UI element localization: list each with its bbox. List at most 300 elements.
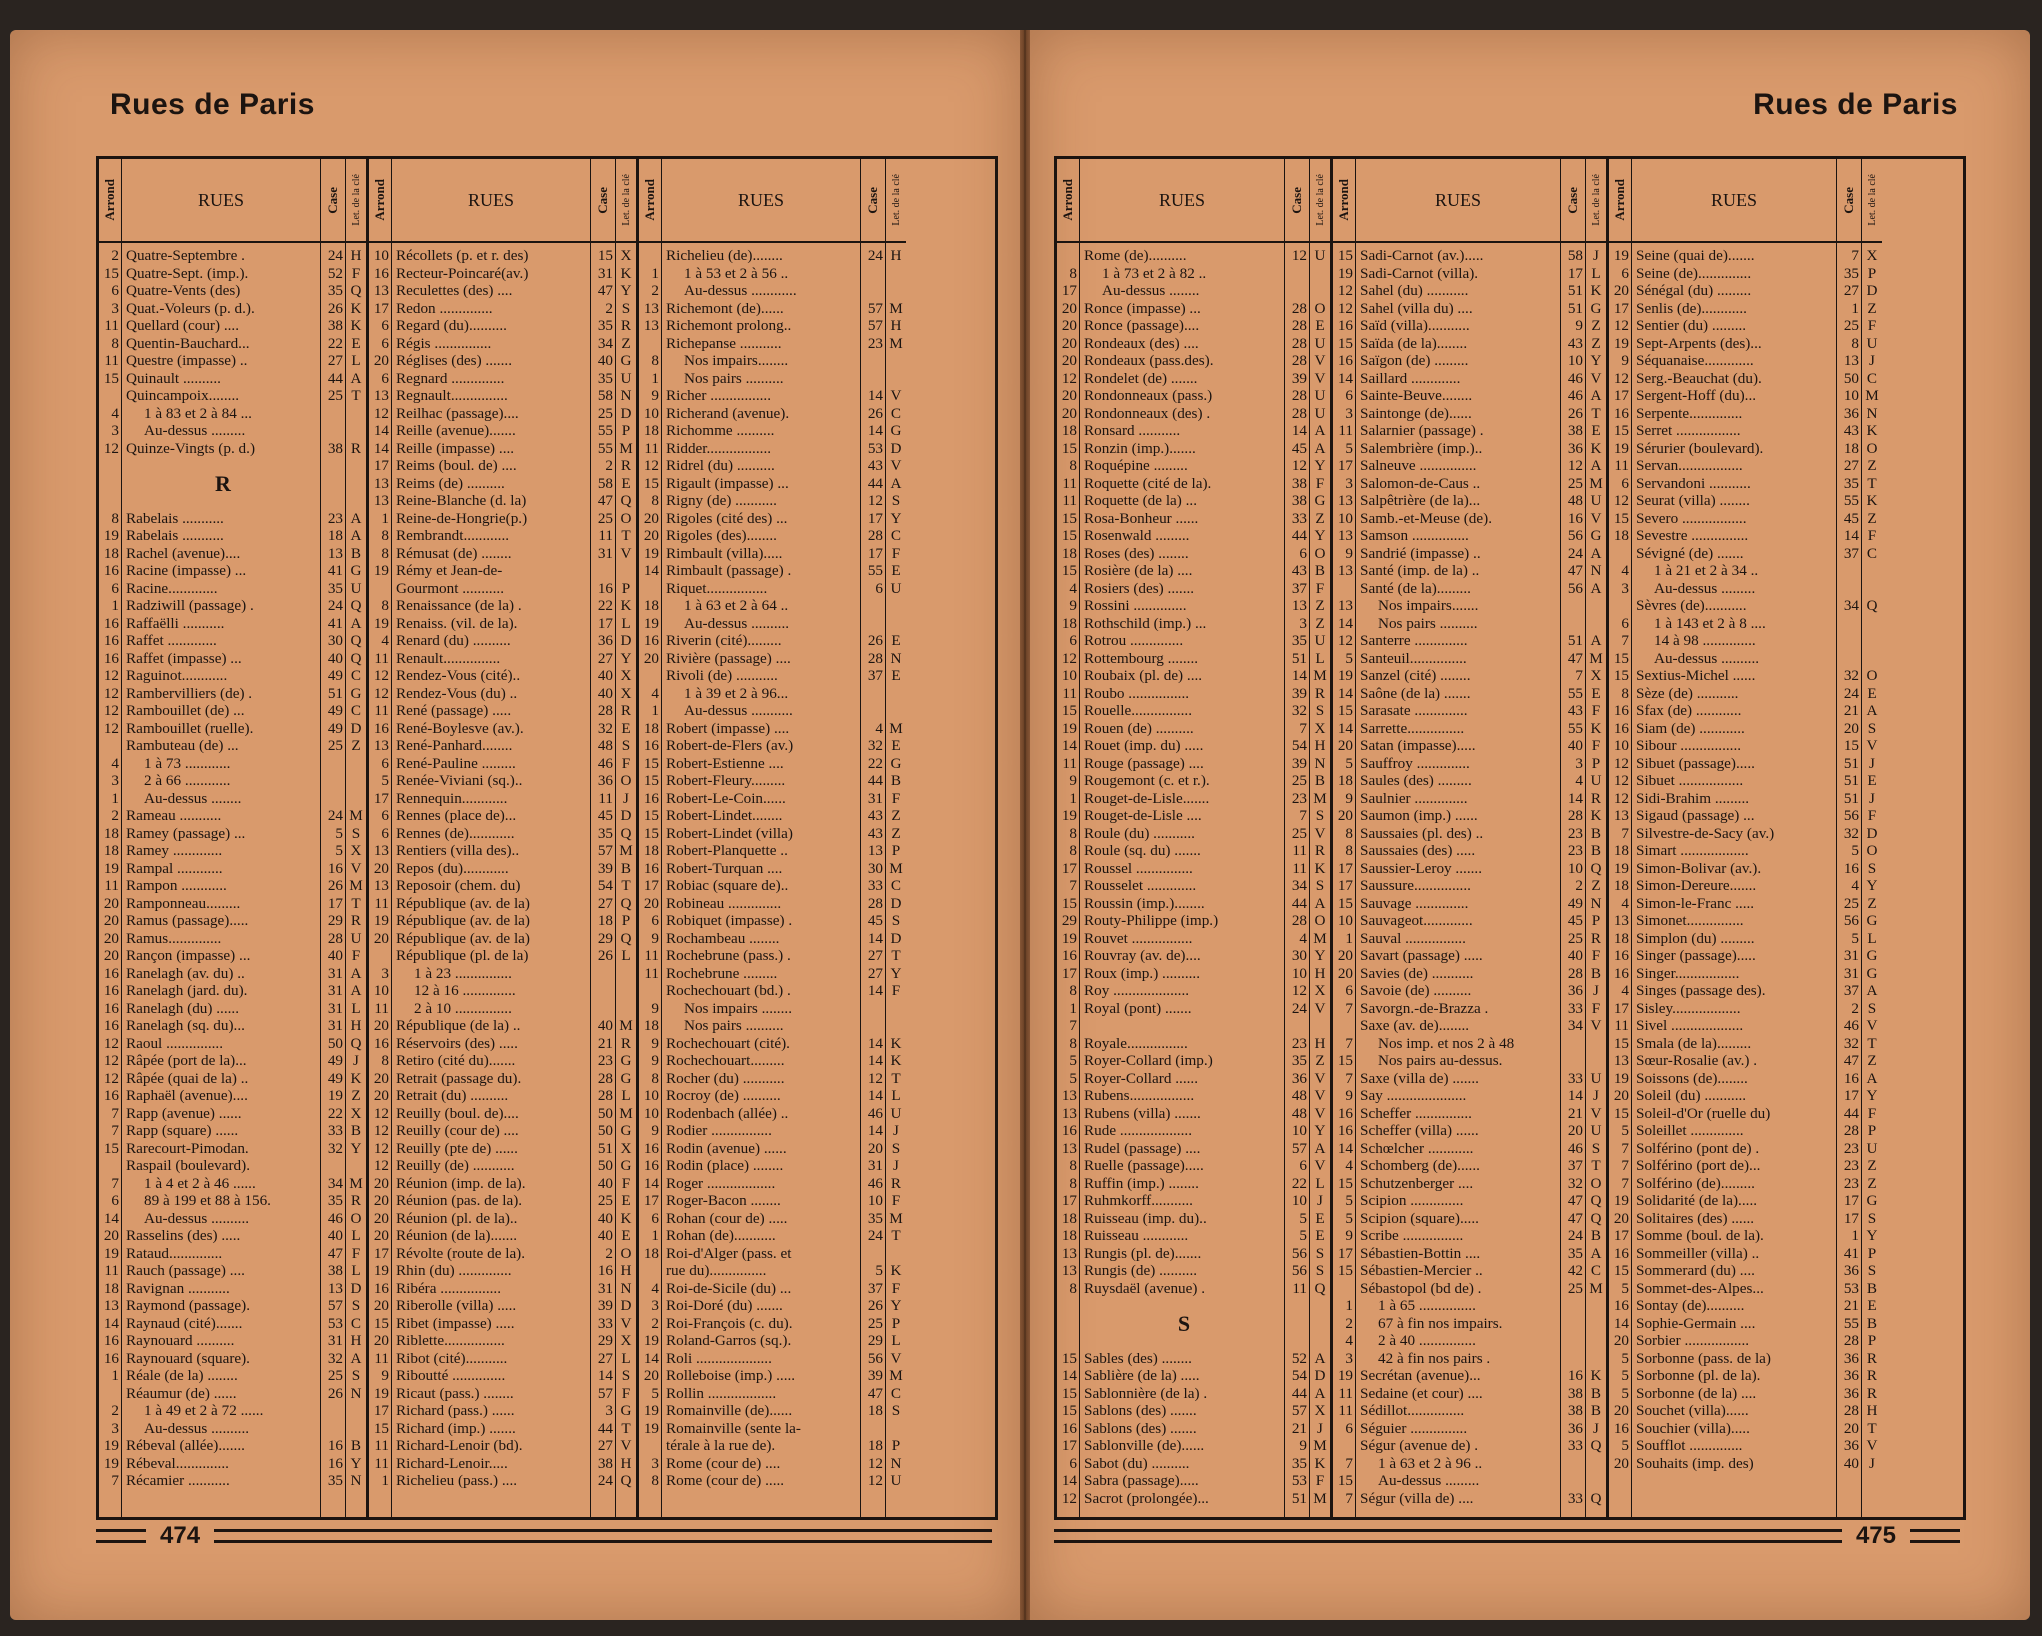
- table-cell: [1561, 1472, 1585, 1490]
- table-cell: 14: [597, 1367, 613, 1384]
- header-label: Case: [595, 186, 610, 214]
- table-cell: 15: [1337, 1174, 1353, 1192]
- table-cell: Q: [1314, 1279, 1326, 1297]
- table-cell: 20: [1337, 947, 1353, 964]
- table-cell: 15: [1613, 422, 1629, 439]
- table-cell: Retrait (du) ..........: [396, 1087, 509, 1104]
- table-cell: 24: [867, 1227, 883, 1244]
- table-cell: 6: [381, 754, 389, 772]
- table-cell: 14: [1567, 789, 1583, 807]
- table-cell: 23: [1843, 1139, 1859, 1157]
- table-cell: Singes (passage des).: [1636, 982, 1766, 999]
- table-cell: M: [1589, 1279, 1603, 1297]
- table-cell: 45: [1567, 912, 1583, 929]
- table-cell: 33: [1567, 1437, 1583, 1454]
- table-cell: [1080, 1332, 1284, 1350]
- table-cell: 18: [867, 1402, 883, 1419]
- table-cell: Ribot (cité)...........: [396, 1349, 508, 1367]
- table-cell: 17: [1843, 1209, 1859, 1227]
- table-cell: 20: [1843, 719, 1859, 737]
- table-cell: 13: [373, 842, 389, 859]
- table-cell: 1 à 143 et 2 à 8 ....: [1654, 614, 1766, 632]
- table-cell: Simon-Dereure.......: [1636, 877, 1757, 894]
- table-cell: 14: [1061, 1472, 1077, 1489]
- table-cell: 2: [1851, 999, 1859, 1017]
- table-cell: U: [890, 579, 902, 597]
- table-cell: 12: [373, 667, 389, 684]
- table-cell: Q: [1590, 1489, 1602, 1507]
- table-cell: E: [621, 719, 631, 737]
- table-cell: P: [891, 1437, 901, 1454]
- table-cell: 6: [381, 317, 389, 334]
- table-cell: [1586, 1297, 1606, 1315]
- table-cell: 9: [1299, 1437, 1307, 1454]
- table-cell: 31: [867, 1157, 883, 1174]
- table-cell: Sextius-Michel ......: [1636, 667, 1756, 684]
- table-cell: 36: [1843, 1384, 1859, 1402]
- table-cell: Nos pairs au-dessus.: [1378, 1052, 1503, 1069]
- table-cell: Sablons (des) .......: [1084, 1402, 1197, 1419]
- street-index-table: [96, 156, 998, 1520]
- table-cell: 23: [1567, 842, 1583, 859]
- table-cell: [99, 492, 121, 510]
- table-cell: 14: [867, 929, 883, 947]
- table-cell: 15: [1061, 1402, 1077, 1419]
- table-cell: 11: [644, 439, 659, 457]
- table-cell: Nos pairs ..........: [684, 369, 784, 387]
- table-cell: 17: [1061, 1437, 1077, 1454]
- table-cell: 19: [1061, 719, 1077, 737]
- table-cell: 41: [327, 614, 343, 632]
- table-cell: 40: [327, 1227, 343, 1244]
- table-cell: Rataud..............: [126, 1244, 223, 1262]
- table-cell: 12: [867, 1069, 883, 1087]
- table-cell: S: [891, 912, 901, 929]
- column-header: [122, 159, 320, 243]
- table-cell: 11: [644, 947, 659, 964]
- table-cell: Rome (cour de) ....: [666, 1454, 781, 1472]
- table-cell: Sibour ................: [1636, 737, 1742, 754]
- table-cell: 40: [597, 684, 613, 702]
- table-cell: [591, 982, 615, 1000]
- table-cell: 29: [1061, 912, 1077, 929]
- table-cell: Au-dessus .........: [1654, 579, 1756, 597]
- table-cell: 6: [1345, 982, 1353, 999]
- table-cell: Rançon (impasse) ...: [126, 947, 251, 964]
- table-cell: Simart ..................: [1636, 842, 1749, 859]
- table-cell: [886, 597, 906, 615]
- table-cell: 11: [374, 1349, 389, 1367]
- table-cell: O: [1314, 299, 1326, 317]
- column-arrond: [1057, 159, 1080, 1517]
- column-case: [1285, 159, 1310, 1517]
- table-cell: Richepanse ...........: [666, 334, 782, 352]
- table-cell: V: [1314, 1157, 1326, 1174]
- table-cell: Roubo ................: [1084, 684, 1190, 702]
- table-cell: Sarrette...............: [1360, 719, 1465, 737]
- table-cell: Royer-Collard ......: [1084, 1069, 1199, 1087]
- table-cell: G: [620, 1157, 632, 1174]
- table-cell: 31: [327, 964, 343, 982]
- table-cell: 20: [373, 1017, 389, 1034]
- table-cell: U: [1590, 1069, 1602, 1087]
- table-cell: V: [1314, 824, 1326, 842]
- table-cell: Say .....................: [1360, 1087, 1467, 1104]
- table-cell: U: [1866, 1139, 1878, 1157]
- table-cell: U: [1314, 404, 1326, 422]
- table-cell: [1586, 615, 1606, 633]
- table-cell: [639, 982, 661, 1000]
- table-cell: V: [1590, 1017, 1602, 1034]
- table-cell: E: [891, 562, 901, 579]
- table-cell: O: [1590, 1174, 1602, 1192]
- table-cell: [1285, 1315, 1309, 1333]
- table-cell: Routy-Philippe (imp.): [1084, 912, 1219, 929]
- table-cell: 12: [373, 1104, 389, 1122]
- table-cell: 16: [327, 1437, 343, 1454]
- table-cell: 44: [867, 474, 883, 492]
- table-cell: Rome (de)..........: [1084, 247, 1187, 264]
- table-cell: 36: [1291, 1069, 1307, 1087]
- table-cell: 48: [1567, 492, 1583, 509]
- table-cell: [1310, 1297, 1330, 1315]
- table-cell: G: [1590, 299, 1602, 317]
- table-cell: P: [1867, 1244, 1877, 1262]
- table-cell: Sévigné (de) .......: [1636, 544, 1744, 562]
- table-cell: 19: [643, 1419, 659, 1437]
- table-cell: 36: [1843, 404, 1859, 422]
- table-cell: Réaumur (de) ......: [126, 1384, 237, 1402]
- table-cell: 20: [373, 1332, 389, 1349]
- table-cell: 39: [867, 1367, 883, 1384]
- table-cell: 17: [867, 544, 883, 562]
- table-cell: M: [349, 807, 363, 824]
- table-cell: 24: [867, 247, 883, 264]
- table-cell: Soleil (du) ...........: [1636, 1087, 1747, 1104]
- table-cell: Sébastien-Mercier ..: [1360, 1262, 1483, 1279]
- table-cell: Au-dessus ..........: [144, 1209, 250, 1227]
- column-header: [616, 159, 636, 243]
- table-cell: U: [1314, 632, 1326, 649]
- table-cell: T: [1867, 474, 1877, 492]
- table-cell: 7: [1345, 1454, 1353, 1472]
- table-cell: 18: [643, 842, 659, 859]
- table-cell: 47: [1567, 1192, 1583, 1209]
- table-cell: V: [890, 457, 902, 474]
- table-cell: 14: [1061, 737, 1077, 754]
- table-cell: Rubens.................: [1084, 1087, 1195, 1104]
- table-cell: Raguinot............: [126, 667, 228, 684]
- table-cell: 16: [643, 1157, 659, 1174]
- table-cell: Rigault (impasse) ...: [666, 474, 789, 492]
- table-cell: 5: [1851, 929, 1859, 947]
- table-cell: 2: [1345, 1314, 1353, 1332]
- table-cell: Romainville (sente la-: [666, 1419, 801, 1437]
- table-cell: Rouget-de-Lisle ....: [1084, 807, 1202, 824]
- table-cell: 15: [1337, 894, 1353, 912]
- table-cell: Reine-de-Hongrie(p.): [396, 509, 528, 527]
- table-cell: Quincampoix........: [126, 387, 240, 404]
- table-cell: 1 à 39 et 2 à 96...: [684, 684, 789, 702]
- table-cell: 15: [1337, 1052, 1353, 1069]
- table-cell: G: [890, 754, 902, 772]
- table-cell: 17: [1337, 877, 1353, 894]
- table-cell: Roquépine .........: [1084, 457, 1188, 474]
- table-cell: 11: [104, 877, 119, 894]
- table-cell: [1837, 615, 1861, 633]
- table-cell: Y: [1866, 1087, 1878, 1104]
- table-cell: 20: [373, 1297, 389, 1314]
- table-cell: 7: [1621, 632, 1629, 649]
- table-cell: G: [1866, 1192, 1878, 1209]
- table-cell: 35: [327, 1472, 343, 1489]
- table-cell: 6: [1345, 387, 1353, 404]
- table-cell: 21: [1567, 1104, 1583, 1122]
- table-cell: Rembrandt............: [396, 527, 510, 544]
- table-cell: 5: [335, 824, 343, 842]
- table-cell: E: [891, 632, 901, 649]
- header-label: Arrond: [1060, 179, 1075, 221]
- table-cell: [346, 1402, 366, 1420]
- table-cell: Sèvres (de)...........: [1636, 597, 1747, 614]
- table-cell: 36: [1843, 1349, 1859, 1367]
- table-cell: L: [351, 1262, 361, 1279]
- table-cell: Sommet-des-Alpes...: [1636, 1279, 1764, 1297]
- table-cell: R: [1314, 684, 1326, 702]
- table-cell: 20: [1061, 334, 1077, 352]
- table-cell: 10: [373, 247, 389, 264]
- table-cell: Q: [350, 649, 362, 667]
- table-cell: Sablonnière (de la) .: [1084, 1384, 1208, 1402]
- column-name: [1080, 159, 1285, 1517]
- column-lettre: [886, 159, 906, 1517]
- table-cell: Saussier-Leroy .......: [1360, 859, 1483, 877]
- table-cell: République (av. de la): [396, 929, 530, 947]
- table-cell: Q: [1866, 597, 1878, 614]
- table-cell: 51: [327, 684, 343, 702]
- table-cell: Rivière (passage) ....: [666, 649, 791, 667]
- table-cell: Râpée (quai de la) ..: [126, 1069, 249, 1087]
- table-cell: Nos impairs.......: [1378, 597, 1479, 614]
- table-cell: 2 à 40 ...............: [1378, 1332, 1476, 1349]
- table-cell: 43: [867, 807, 883, 824]
- table-cell: G: [620, 1122, 632, 1139]
- table-cell: 18: [643, 719, 659, 737]
- table-cell: Robert-Turquan ....: [666, 859, 783, 877]
- table-cell: Richemont (de)......: [666, 299, 784, 317]
- table-cell: Savoie (de) ..........: [1360, 982, 1472, 999]
- table-cell: Somme (boul. de la).: [1636, 1227, 1764, 1244]
- table-cell: 15: [1061, 509, 1077, 527]
- table-cell: V: [1314, 352, 1326, 369]
- column-arrond: [639, 159, 662, 1517]
- column-name: [662, 159, 861, 1517]
- table-cell: 19: [643, 614, 659, 632]
- table-cell: R: [1314, 842, 1326, 859]
- table-cell: U: [350, 579, 362, 597]
- table-cell: [346, 1157, 366, 1175]
- table-cell: 10: [643, 404, 659, 422]
- table-cell: 22: [867, 754, 883, 772]
- table-cell: Q: [620, 492, 632, 509]
- table-cell: 16: [373, 1034, 389, 1052]
- table-cell: 5: [1299, 1209, 1307, 1227]
- table-cell: 15: [1843, 737, 1859, 754]
- table-cell: 7: [111, 1104, 119, 1122]
- table-cell: [1609, 597, 1631, 615]
- table-cell: 25: [597, 404, 613, 422]
- table-cell: T: [351, 387, 361, 404]
- table-cell: U: [350, 929, 362, 947]
- table-cell: 12: [373, 1139, 389, 1157]
- table-cell: 39: [597, 1297, 613, 1314]
- table-cell: Royal (pont) .......: [1084, 999, 1192, 1017]
- table-cell: 8: [651, 1472, 659, 1489]
- table-cell: 13: [1061, 1104, 1077, 1122]
- table-cell: 35: [327, 579, 343, 597]
- table-cell: Raffet .............: [126, 632, 217, 649]
- table-cell: 39: [1291, 369, 1307, 387]
- table-cell: H: [890, 247, 902, 264]
- table-cell: 20: [103, 894, 119, 912]
- table-cell: 45: [597, 807, 613, 824]
- table-cell: Scheffer ...............: [1360, 1104, 1472, 1122]
- table-cell: 2: [651, 1314, 659, 1332]
- table-cell: Radziwill (passage) .: [126, 597, 254, 614]
- table-cell: E: [351, 334, 361, 352]
- table-cell: 35: [597, 317, 613, 334]
- table-cell: Ruelle (passage).....: [1084, 1157, 1204, 1174]
- table-cell: 56: [1291, 1262, 1307, 1279]
- table-cell: 12: [1613, 317, 1629, 334]
- table-cell: 12: [373, 1157, 389, 1174]
- table-cell: 56: [867, 1349, 883, 1367]
- table-cell: Ronzin (imp.).......: [1084, 439, 1196, 457]
- table-cell: 19: [1613, 439, 1629, 457]
- table-cell: B: [350, 1437, 362, 1454]
- table-cell: 7: [1621, 824, 1629, 842]
- table-cell: T: [891, 947, 901, 964]
- table-cell: Ségur (avenue de) .: [1360, 1437, 1479, 1454]
- table-cell: A: [1314, 422, 1326, 439]
- table-cell: C: [890, 527, 902, 544]
- table-cell: 13: [373, 474, 389, 492]
- table-cell: 34: [1843, 597, 1859, 614]
- table-cell: 1: [381, 509, 389, 527]
- table-cell: [1310, 265, 1330, 283]
- table-cell: 57: [867, 317, 883, 334]
- table-cell: 4: [1069, 579, 1077, 597]
- table-cell: [1333, 580, 1355, 598]
- table-cell: 6: [1621, 474, 1629, 492]
- table-cell: A: [1590, 1244, 1602, 1262]
- table-cell: Roi-Doré (du) .......: [666, 1297, 783, 1314]
- table-cell: 5: [1069, 1052, 1077, 1069]
- table-cell: K: [890, 1052, 902, 1069]
- table-cell: M: [1313, 667, 1327, 684]
- table-cell: Réunion (pas. de la).: [396, 1192, 523, 1209]
- table-cell: V: [1314, 1069, 1326, 1087]
- table-cell: 32: [1843, 1034, 1859, 1052]
- table-cell: 17: [1337, 457, 1353, 474]
- table-cell: Sahel (du) ...........: [1360, 282, 1469, 299]
- table-cell: 31: [597, 1279, 613, 1297]
- table-cell: 20: [373, 1087, 389, 1104]
- page-title: Rues de Paris: [1753, 88, 1958, 121]
- table-cell: 33: [1291, 509, 1307, 527]
- table-cell: 8: [1069, 1034, 1077, 1052]
- table-cell: [369, 947, 391, 965]
- table-cell: Raynaud (cité).......: [126, 1314, 243, 1332]
- table-cell: Rome (cour de) .....: [666, 1472, 785, 1489]
- table-cell: Y: [890, 1297, 902, 1314]
- table-cell: 11: [1062, 684, 1077, 702]
- table-cell: 55: [867, 562, 883, 579]
- table-cell: K: [350, 317, 362, 334]
- table-cell: Q: [350, 282, 362, 299]
- table-cell: Sergent-Hoff (du)...: [1636, 387, 1757, 404]
- column-name: [1632, 159, 1837, 1517]
- table-cell: M: [889, 1367, 903, 1384]
- table-cell: 15: [1061, 1349, 1077, 1367]
- table-cell: 49: [327, 1069, 343, 1087]
- table-cell: 14: [867, 387, 883, 404]
- table-cell: Quinault ..........: [126, 369, 221, 387]
- table-cell: U: [890, 1472, 902, 1489]
- table-cell: Rhin (du) ..............: [396, 1262, 512, 1279]
- table-cell: 1 à 65 ...............: [1378, 1297, 1476, 1314]
- table-cell: M: [619, 1017, 633, 1034]
- table-cell: 4: [111, 754, 119, 772]
- table-cell: 17: [1061, 859, 1077, 877]
- table-cell: 44: [1843, 1104, 1859, 1122]
- table-cell: Regard (du)..........: [396, 317, 507, 334]
- table-cell: 15: [1061, 1384, 1077, 1402]
- table-cell: 56: [1843, 807, 1859, 824]
- table-cell: Robiac (square de)..: [666, 877, 789, 894]
- table-cell: [1862, 562, 1882, 580]
- table-cell: 28: [867, 527, 883, 544]
- table-cell: 16: [1567, 509, 1583, 527]
- table-cell: 19: [373, 1262, 389, 1279]
- table-cell: 5: [1621, 1384, 1629, 1402]
- table-cell: D: [890, 439, 902, 457]
- table-cell: 21: [1291, 1419, 1307, 1437]
- table-cell: [886, 1420, 906, 1438]
- table-cell: Q: [620, 824, 632, 842]
- table-cell: 23: [1291, 1034, 1307, 1052]
- table-cell: E: [891, 737, 901, 754]
- table-cell: [321, 405, 345, 423]
- table-cell: 20: [1061, 352, 1077, 369]
- table-cell: 13: [1337, 597, 1353, 614]
- table-cell: 27: [1843, 282, 1859, 299]
- table-cell: 13: [1291, 597, 1307, 614]
- table-cell: Au-dessus ........: [144, 789, 242, 807]
- column-name: [392, 159, 591, 1517]
- table-cell: Sibuet .................: [1636, 772, 1744, 789]
- table-cell: 3: [1621, 579, 1629, 597]
- table-cell: Riberolle (villa) .....: [396, 1297, 517, 1314]
- table-cell: 8: [1069, 1157, 1077, 1174]
- table-cell: Y: [1314, 1122, 1326, 1139]
- footer-rule: [1910, 1529, 1960, 1543]
- table-cell: F: [351, 947, 361, 964]
- table-cell: Roi-de-Sicile (du) ...: [666, 1279, 792, 1297]
- table-cell: Renaissance (de la) .: [396, 597, 522, 614]
- table-cell: B: [1866, 1314, 1878, 1332]
- table-cell: Roi-d'Alger (pass. et: [666, 1244, 792, 1262]
